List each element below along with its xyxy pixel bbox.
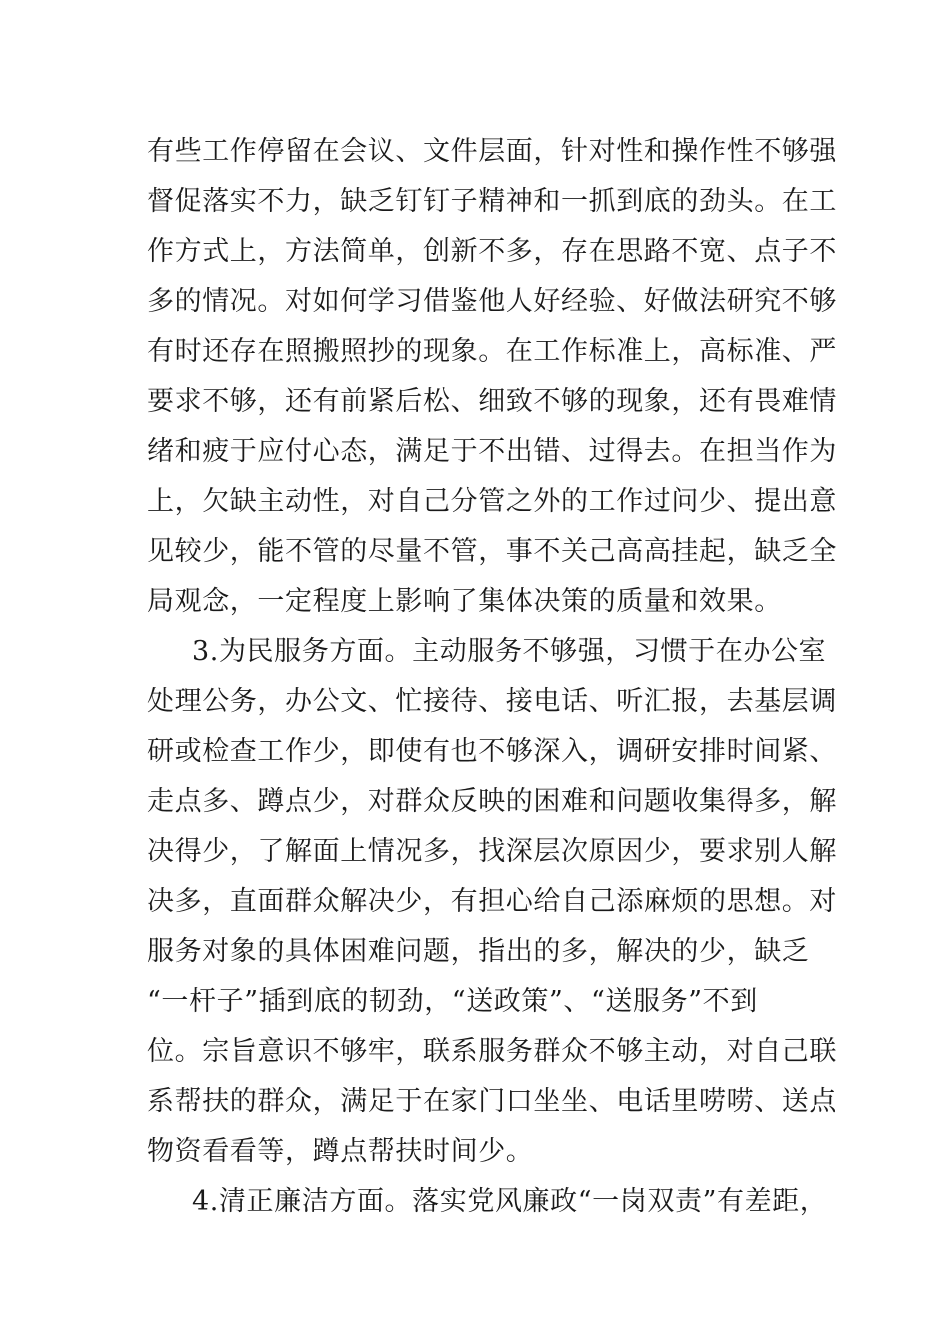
text-line: 决得少，了解面上情况多，找深层次原因少，要求别人解: [147, 836, 837, 867]
text-line: 有时还存在照搬照抄的现象。在工作标准上，高标准、严: [147, 336, 837, 367]
text-line: 绪和疲于应付心态，满足于不出错、过得去。在担当作为: [147, 436, 837, 467]
text-line: 作方式上，方法简单，创新不多，存在思路不宽、点子不: [147, 236, 837, 267]
paragraph-4-start: 4.清正廉洁方面。落实党风廉政“一岗双责”有差距，: [192, 1186, 828, 1217]
text-line: 上，欠缺主动性，对自己分管之外的工作过问少、提出意: [147, 486, 837, 517]
text-line: 服务对象的具体困难问题，指出的多，解决的少，缺乏: [147, 936, 810, 967]
text-line: 见较少，能不管的尽量不管，事不关己高高挂起，缺乏全: [147, 536, 837, 567]
text-line: 研或检查工作少，即使有也不够深入，调研安排时间紧、: [147, 736, 837, 767]
text-line: “一杆子”插到底的韧劲，“送政策”、“送服务”不到: [147, 986, 758, 1017]
text-line: 局观念，一定程度上影响了集体决策的质量和效果。: [147, 586, 782, 617]
text-line: 督促落实不力，缺乏钉钉子精神和一抓到底的劲头。在工: [147, 186, 837, 217]
text-line: 系帮扶的群众，满足于在家门口坐坐、电话里唠唠、送点: [147, 1086, 837, 1117]
text-line: 走点多、蹲点少，对群众反映的困难和问题收集得多，解: [147, 786, 837, 817]
text-line: 处理公务，办公文、忙接待、接电话、听汇报，去基层调: [147, 686, 837, 717]
text-line: 位。宗旨意识不够牢，联系服务群众不够主动，对自己联: [147, 1036, 837, 1067]
paragraph-3-start: 3.为民服务方面。主动服务不够强，习惯于在办公室: [192, 636, 827, 667]
text-line: 多的情况。对如何学习借鉴他人好经验、好做法研究不够: [147, 286, 837, 317]
text-line: 有些工作停留在会议、文件层面，针对性和操作性不够强: [147, 136, 837, 167]
text-line: 物资看看等，蹲点帮扶时间少。: [147, 1136, 534, 1167]
text-line: 决多，直面群众解决少，有担心给自己添麻烦的思想。对: [147, 886, 837, 917]
text-line: 要求不够，还有前紧后松、细致不够的现象，还有畏难情: [147, 386, 837, 417]
